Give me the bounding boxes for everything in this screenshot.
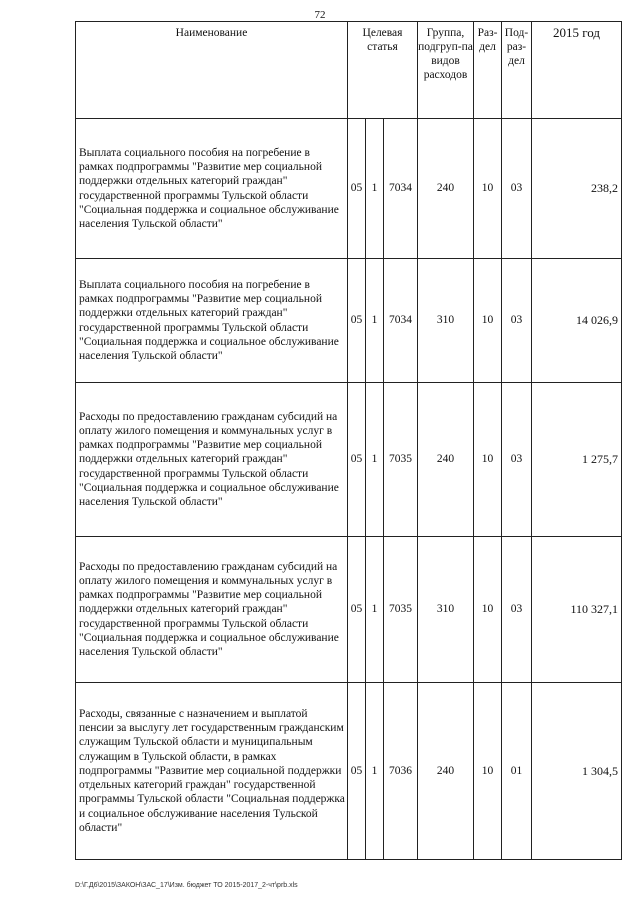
row-amount: 238,2 bbox=[532, 119, 622, 259]
row-target-direction: 7036 bbox=[384, 683, 418, 860]
budget-table bbox=[75, 21, 622, 860]
row-target-subprogram: 1 bbox=[366, 383, 384, 537]
header-year: 2015 год bbox=[532, 22, 622, 119]
row-name: Расходы, связанные с назначением и выплатой пенсии за выслугу лет государственным гражданским служащим Тульской области и муниципальным служащим в Тульской области, в рамках подпрограммы "Развитие мер социальной поддержки отдельных категорий граждан" государственной программы Тульской области "Социальная поддержка и социальное обслуживание населения Тульской области" bbox=[76, 683, 348, 860]
table-row bbox=[76, 383, 622, 537]
file-path-footer: D:\Г.Д6\2015\ЗАКОН\ЗАС_17\Изм. бюджет ТО 2015-2017_2-чт\prb.xls bbox=[75, 882, 298, 889]
row-target-subprogram: 1 bbox=[366, 683, 384, 860]
header-name: Наименование bbox=[76, 22, 348, 119]
row-target-program: 05 bbox=[348, 119, 366, 259]
row-target-subprogram: 1 bbox=[366, 259, 384, 383]
row-name: Выплата социального пособия на погребение в рамках подпрограммы "Развитие мер социальной поддержки отдельных категорий граждан" государственной программы Тульской области "Социальная поддержка и социальное обслуживание населения Тульской области" bbox=[76, 119, 348, 259]
row-target-subprogram: 1 bbox=[366, 119, 384, 259]
row-subsection: 03 bbox=[502, 259, 532, 383]
table-row bbox=[76, 259, 622, 383]
row-group: 310 bbox=[418, 537, 474, 683]
header-target: Целевая статья bbox=[348, 22, 418, 119]
row-amount: 14 026,9 bbox=[532, 259, 622, 383]
row-subsection: 03 bbox=[502, 537, 532, 683]
row-section: 10 bbox=[474, 383, 502, 537]
table-row bbox=[76, 683, 622, 860]
header-group: Группа, подгруп-па видов расходов bbox=[418, 22, 474, 119]
row-group: 240 bbox=[418, 119, 474, 259]
table-row bbox=[76, 119, 622, 259]
row-target-program: 05 bbox=[348, 537, 366, 683]
row-subsection: 03 bbox=[502, 383, 532, 537]
page-number: 72 bbox=[314, 9, 326, 21]
row-group: 240 bbox=[418, 383, 474, 537]
row-section: 10 bbox=[474, 119, 502, 259]
row-name: Расходы по предоставлению гражданам субсидий на оплату жилого помещения и коммунальных услуг в рамках подпрограммы "Развитие мер социальной поддержки отдельных категорий граждан" государственной программы Тульской области "Социальная поддержка и социальное обслуживание населения Тульской области" bbox=[76, 383, 348, 537]
header-section: Раз-дел bbox=[474, 22, 502, 119]
row-section: 10 bbox=[474, 537, 502, 683]
row-section: 10 bbox=[474, 683, 502, 860]
row-target-program: 05 bbox=[348, 259, 366, 383]
row-subsection: 03 bbox=[502, 119, 532, 259]
row-target-direction: 7035 bbox=[384, 537, 418, 683]
row-amount: 1 275,7 bbox=[532, 383, 622, 537]
row-amount: 110 327,1 bbox=[532, 537, 622, 683]
row-name: Выплата социального пособия на погребение в рамках подпрограммы "Развитие мер социальной поддержки отдельных категорий граждан" государственной программы Тульской области "Социальная поддержка и социальное обслуживание населения Тульской области" bbox=[76, 259, 348, 383]
row-name: Расходы по предоставлению гражданам субсидий на оплату жилого помещения и коммунальных услуг в рамках подпрограммы "Развитие мер социальной поддержки отдельных категорий граждан" государственной программы Тульской области "Социальная поддержка и социальное обслуживание населения Тульской области" bbox=[76, 537, 348, 683]
row-target-program: 05 bbox=[348, 383, 366, 537]
row-target-subprogram: 1 bbox=[366, 537, 384, 683]
row-target-direction: 7035 bbox=[384, 383, 418, 537]
header-subsection: Под-раз-дел bbox=[502, 22, 532, 119]
row-section: 10 bbox=[474, 259, 502, 383]
row-target-direction: 7034 bbox=[384, 119, 418, 259]
row-target-direction: 7034 bbox=[384, 259, 418, 383]
row-subsection: 01 bbox=[502, 683, 532, 860]
table-row bbox=[76, 537, 622, 683]
row-target-program: 05 bbox=[348, 683, 366, 860]
row-group: 240 bbox=[418, 683, 474, 860]
row-group: 310 bbox=[418, 259, 474, 383]
row-amount: 1 304,5 bbox=[532, 683, 622, 860]
